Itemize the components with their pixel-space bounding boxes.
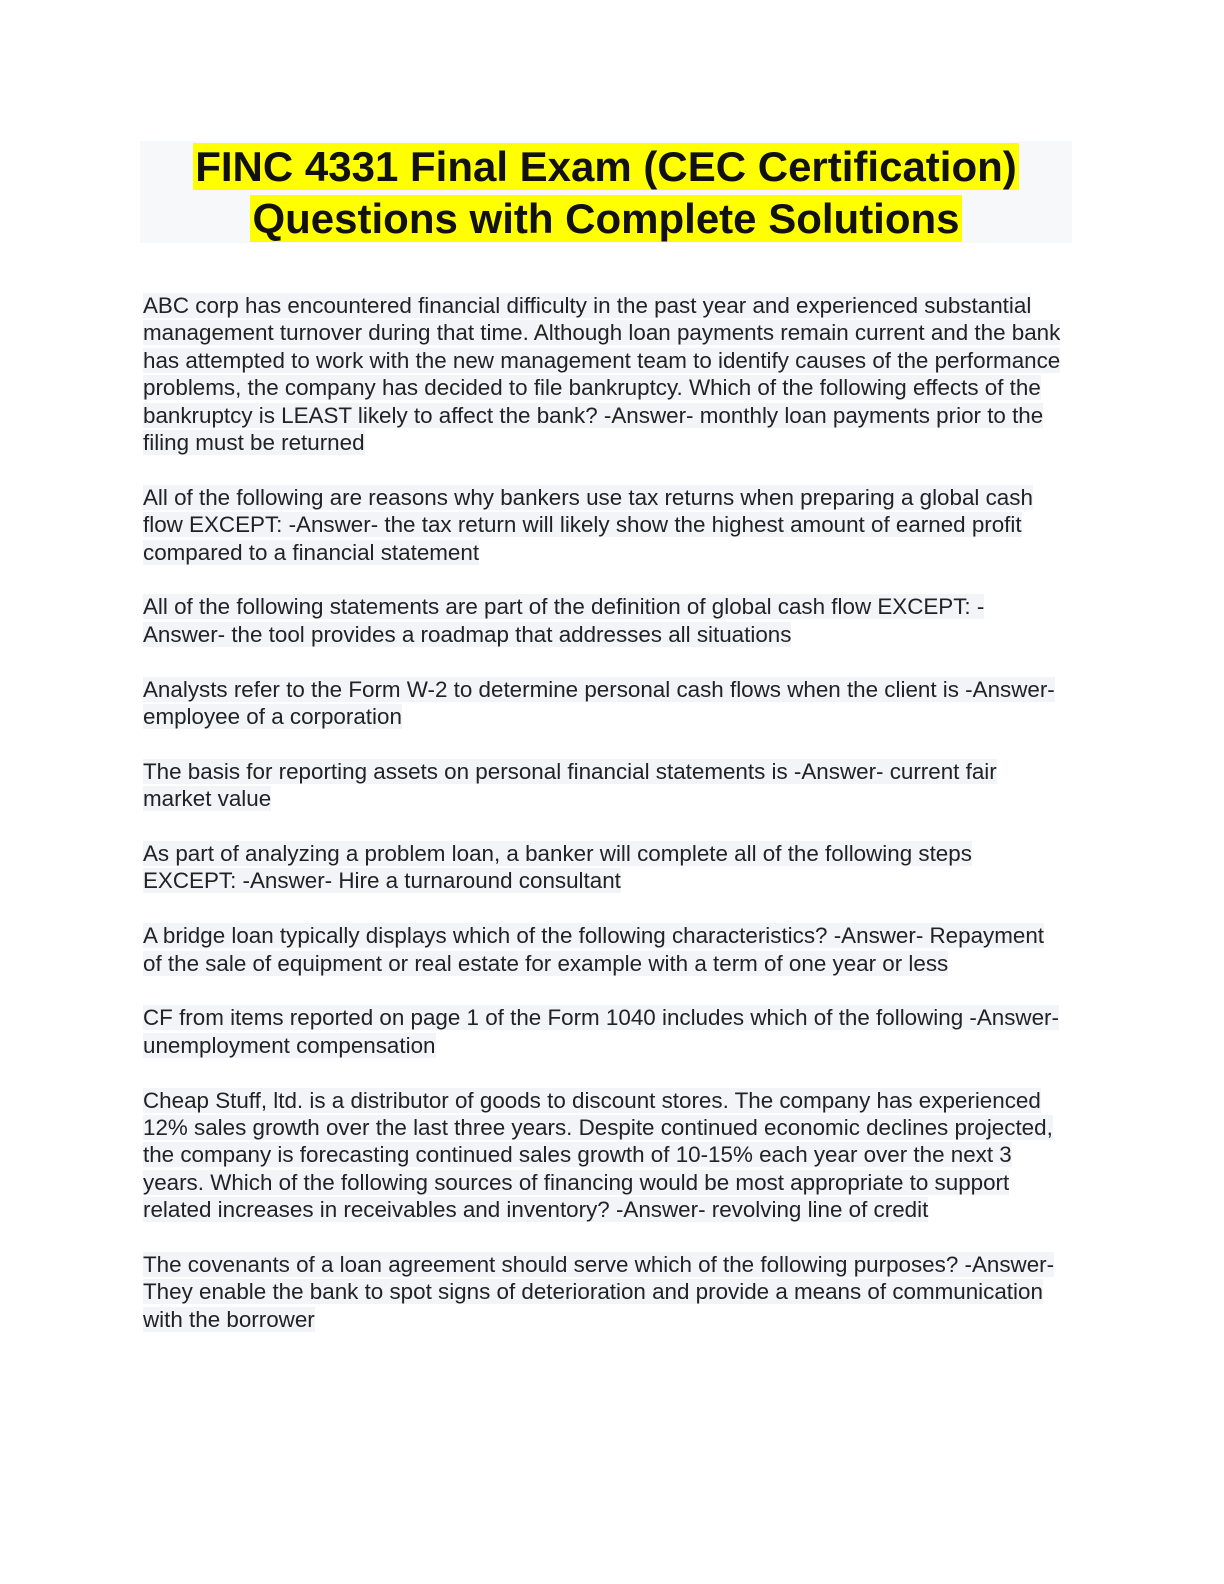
question-item: All of the following statements are part of the definition of global cash flow EXCEPT: -Answer- the tool provides a roadmap that addresses all situations [143, 594, 985, 647]
question-item: A bridge loan typically displays which of the following characteristics? -Answer- Repayment of the sale of equipment or real estate for example with a term of one year or less [143, 923, 1045, 976]
document-title [140, 141, 1072, 245]
question-item: The covenants of a loan agreement should serve which of the following purposes? -Answer- They enable the bank to spot signs of deterioration and provide a means of communication with the borrower [143, 1252, 1055, 1332]
question-item: ABC corp has encountered financial difficulty in the past year and experienced substantial management turnover during that time. Although loan payments remain current and the bank has attempted to work with the new management team to identify causes of the performance problems, the company has decided to file bankruptcy. Which of the following effects of the bankruptcy is LEAST likely to affect the bank? -Answer- monthly loan payments prior to the filing must be returned [143, 293, 1061, 456]
title-line-2: Questions with Complete Solutions [252, 195, 960, 242]
question-item: CF from items reported on page 1 of the Form 1040 includes which of the following -Answer- unemployment compensation [143, 1005, 1059, 1058]
question-item: All of the following are reasons why bankers use tax returns when preparing a global cash flow EXCEPT: -Answer- the tax return will likely show the highest amount of earned profit compared to a financial statement [143, 484, 1033, 565]
question-item: Analysts refer to the Form W-2 to determine personal cash flows when the client is -Answer- employee of a corporation [143, 676, 1055, 730]
question-list [143, 292, 1063, 1361]
question-item: Cheap Stuff, ltd. is a distributor of goods to discount stores. The company has experienced 12% sales growth over the last three years. Despite continued economic declines projected, the company is forecasting continued sales growth of 10-15% each year over the next 3 years. Which of the following sources of financing would be most appropriate to support related increases in receivables and inventory? -Answer- revolving line of credit [143, 1087, 1053, 1223]
question-item: As part of analyzing a problem loan, a banker will complete all of the following steps EXCEPT: -Answer- Hire a turnaround consultant [143, 841, 972, 894]
question-item: The basis for reporting assets on personal financial statements is -Answer- current fair market value [143, 758, 997, 812]
title-line-1: FINC 4331 Final Exam (CEC Certification) [195, 143, 1017, 190]
